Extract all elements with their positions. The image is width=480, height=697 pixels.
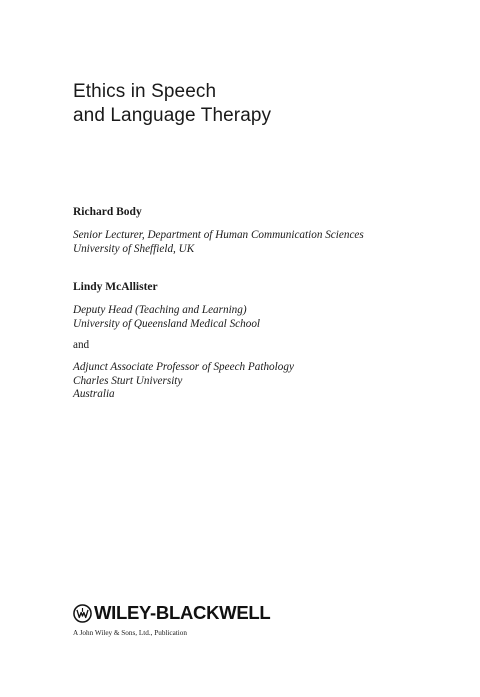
book-title-line-1: Ethics in Speech [73,81,217,102]
author-affiliation-1 [73,229,364,256]
affiliation-line: Senior Lecturer, Department of Human Communication Sciences [73,229,364,241]
affiliation-line: Charles Sturt University [73,374,183,387]
affiliation-line: Adjunct Associate Professor of Speech Pathology [73,361,294,373]
publisher-logo [73,603,270,623]
author-affiliation-2b [73,361,294,402]
author-name-2: Lindy McAllister [73,281,158,293]
wiley-logo-icon [73,604,92,623]
book-title-line-2: and Language Therapy [73,105,272,126]
author-affiliation-2 [73,304,260,331]
publisher-imprint: A John Wiley & Sons, Ltd., Publication [73,629,187,637]
book-title [73,80,271,128]
author-name-1: Richard Body [73,206,142,218]
publisher-name: WILEY-BLACKWELL [94,602,271,623]
affiliation-line: University of Queensland Medical School [73,317,261,330]
affiliation-line: Australia [73,388,115,400]
affiliation-line: Deputy Head (Teaching and Learning) [73,304,247,316]
affiliation-line: University of Sheffield, UK [73,242,195,255]
and-connector: and [73,339,90,351]
